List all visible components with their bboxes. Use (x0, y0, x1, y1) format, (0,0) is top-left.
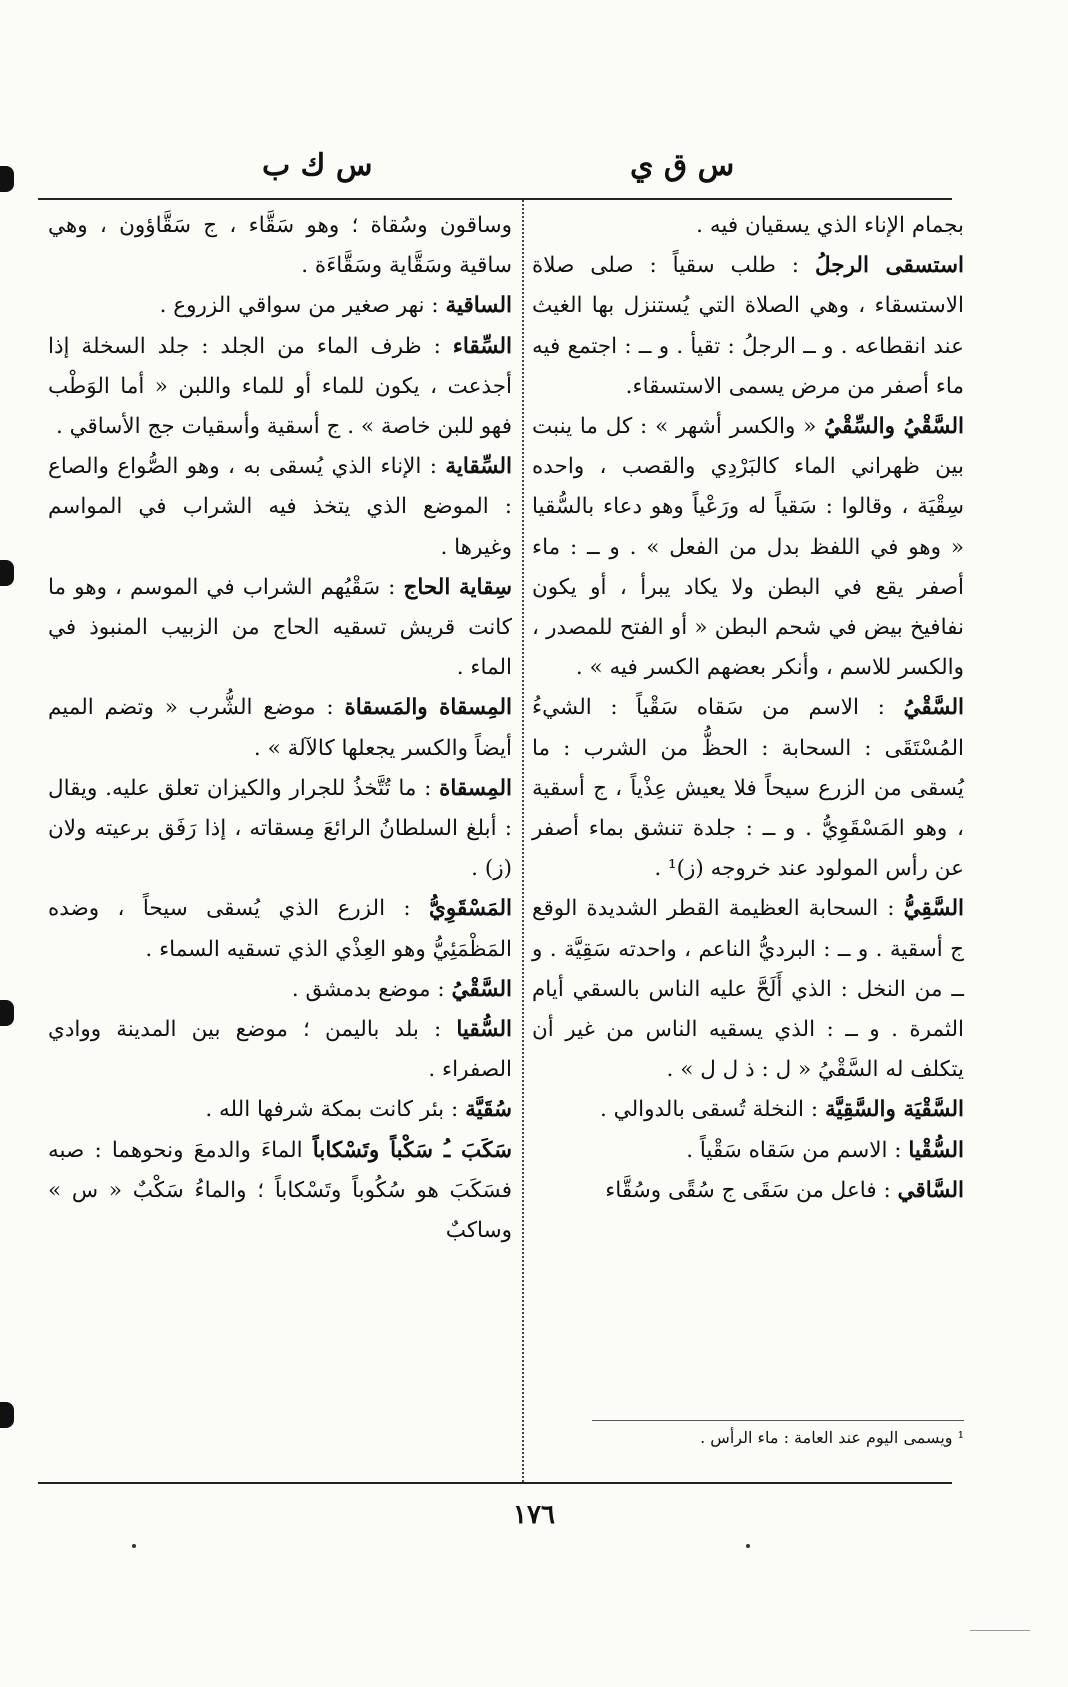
entry (48, 286, 512, 326)
speck (746, 1544, 750, 1548)
headword: السِّقاية (445, 454, 512, 480)
headword: الساقية (445, 293, 512, 319)
definition: : الاسم من سَقاه سَقْياً : الشيءُ المُسْتَقَى : السحابة : الحظُّ من الشرب : ما يُسقى من الزرع سيحاً فلا يعيش عِذْياً ، ج أسقية ، وهو المَسْقَوِيُّ . و ــ : جلدة تنشق بماء أصفر عن رأس المولود عند خروجه (ز)¹ . (532, 695, 964, 882)
entry (48, 688, 512, 768)
edge-mark-top (0, 166, 14, 192)
definition: : بئر كانت بمكة شرفها الله . (205, 1097, 459, 1123)
entry (48, 1010, 512, 1090)
definition: : ظرف الماء من الجلد : جلد السخلة إذا أجذعت ، يكون للماء أو للماء واللبن « أما الوَطْب فهو للبن خاصة » . ج أسقية وأسقيات جج الأساقي . (48, 333, 512, 440)
entry (48, 206, 512, 286)
definition: وساقون وسُقاة ؛ وهو سَقَّاء ، ج سَقَّاؤون ، وهي ساقية وسَقَّاية وسَقَّاءَة . (48, 213, 512, 279)
headword: المِسقاة والمَسقاة (344, 695, 512, 721)
entry (48, 568, 512, 689)
right-column (532, 206, 964, 1211)
headword: السَّاقي (897, 1177, 964, 1203)
entry (48, 889, 512, 969)
left-column (48, 206, 512, 1251)
definition: « والكسر أشهر » : كل ما ينبت بين ظهراني الماء كالبَرْدِي والقصب ، واحده سِقْيَة ، وقالوا : سَقياً له ورَعْياً وهو دعاء بالسُّقيا « وهو في اللفظ بدل من الفعل » . و ــ : ماء أصفر يقع في البطن ولا يكاد يبرأ ، أو يكون نفافيخ بيض في شحم البطن « أو الفتح للمصدر ، والكسر للاسم ، وأنكر بعضهم الكسر فيه » . (532, 414, 964, 681)
headword: السَّقْيُ والسِّقْيُ (824, 414, 964, 440)
definition: بجمام الإناء الذي يسقيان فيه . (696, 213, 964, 238)
definition: : طلب سقياً : صلى صلاة الاستسقاء ، وهي الصلاة التي يُستنزل بها الغيث عند انقطاعه . و ــ الرجلُ : تقيأ . و ــ : اجتمع فيه ماء أصفر من مرض يسمى الاستسقاء. (532, 253, 964, 399)
entry (532, 889, 964, 1090)
entry (48, 970, 512, 1010)
definition: : النخلة تُسقى بالدوالي . (599, 1097, 819, 1123)
definition: : السحابة العظيمة القطر الشديدة الوقع ج أسقية . و ــ : البرديُّ الناعم ، واحدته سَقِيَّة . و ــ من النخل : الذي أَلَحَّ عليه الناس بالسقي أيام الثمرة . و ــ : الذي يسقيه الناس من غير أن يتكلف له السَّقْيُ « ل : ذ ل ل » . (532, 896, 964, 1083)
headword: المِسقاة (439, 775, 512, 801)
entry (48, 1131, 512, 1252)
definition: : نهر صغير من سواقي الزروع . (159, 293, 439, 319)
entry (48, 327, 512, 448)
definition: : موضع الشُّرب « وتضم الميم أيضاً والكسر يجعلها كالآلة » . (48, 695, 512, 761)
definition: : بلد باليمن ؛ موضع بين المدينة ووادي الصفراء . (48, 1017, 512, 1083)
definition: : موضع بدمشق . (291, 976, 445, 1002)
definition: : فاعل من سَقَى ج سُقًى وسُقَّاء (605, 1177, 891, 1203)
definition: : سَقْيُهم الشراب في الموسم ، وهو ما كانت قريش تسقيه الحاج من الزبيب المنبوذ في الماء . (48, 574, 512, 681)
header-root-right: س ق ي (630, 148, 735, 183)
entry (532, 1171, 964, 1211)
entry (532, 1090, 964, 1130)
headword: السَّقْيُ (451, 976, 512, 1002)
headword: المَسْقَوِيُّ (429, 896, 512, 922)
scan-edge-line (970, 1630, 1030, 1631)
headword: سَكَبَ ـُ سَكْباً وتَسْكاباً (312, 1137, 512, 1163)
headword: السَّقْيُ (903, 695, 964, 721)
definition: : ما تُتَّخذُ للجرار والكيزان تعلق عليه. ويقال : أبلغ السلطانُ الرائعَ مِسقاته ، إذا رَفَق برعيته ولان (ز) . (48, 775, 512, 882)
headword: السُّقْيا (908, 1137, 964, 1163)
definition: : الاسم من سَقاه سَقْياً . (686, 1137, 902, 1163)
definition: الماءَ والدمعَ ونحوهما : صبه فسَكَبَ هو سُكُوباً وتَسْكاباً ؛ والماءُ سَكْبٌ « س » وساكبٌ (48, 1137, 512, 1244)
headword: سِقاية الحاج (403, 574, 512, 600)
entry (48, 769, 512, 890)
definition: : الإناء الذي يُسقى به ، وهو الصُّواع والصاع : الموضع الذي يتخذ فيه الشراب في المواسم وغيرها . (48, 454, 512, 560)
entry (532, 407, 964, 688)
footnote-rule (592, 1420, 964, 1421)
column-divider (522, 200, 524, 1482)
page-number: ١٧٦ (513, 1500, 555, 1530)
entry (532, 206, 964, 246)
footnote: ¹ ويسمى اليوم عند العامة : ماء الرأس . (700, 1428, 964, 1447)
headword: السَّقْيَة والسَّقِيَّة (824, 1097, 964, 1123)
entry (532, 1131, 964, 1171)
bottom-rule (38, 1482, 952, 1484)
definition: : الزرع الذي يُسقى سيحاً ، وضده المَظْمَئِيُّ وهو العِذْي الذي تسقيه السماء . (48, 896, 512, 962)
speck (132, 1544, 136, 1548)
headword: استسقى الرجلُ (815, 253, 964, 279)
edge-mark-bottom (0, 1402, 14, 1428)
headword: سُقَيَّة (465, 1097, 512, 1123)
entry (532, 246, 964, 407)
edge-mark-lower (0, 1000, 14, 1026)
entry (48, 447, 512, 568)
header-root-left: س ك ب (262, 148, 373, 183)
entry (532, 688, 964, 889)
entry (48, 1090, 512, 1130)
headword: السَّقِيُّ (903, 896, 965, 922)
headword: السِّقاء (452, 333, 512, 359)
top-rule (38, 198, 952, 200)
headword: السُّقيا (456, 1017, 512, 1043)
edge-mark-middle (0, 560, 14, 586)
